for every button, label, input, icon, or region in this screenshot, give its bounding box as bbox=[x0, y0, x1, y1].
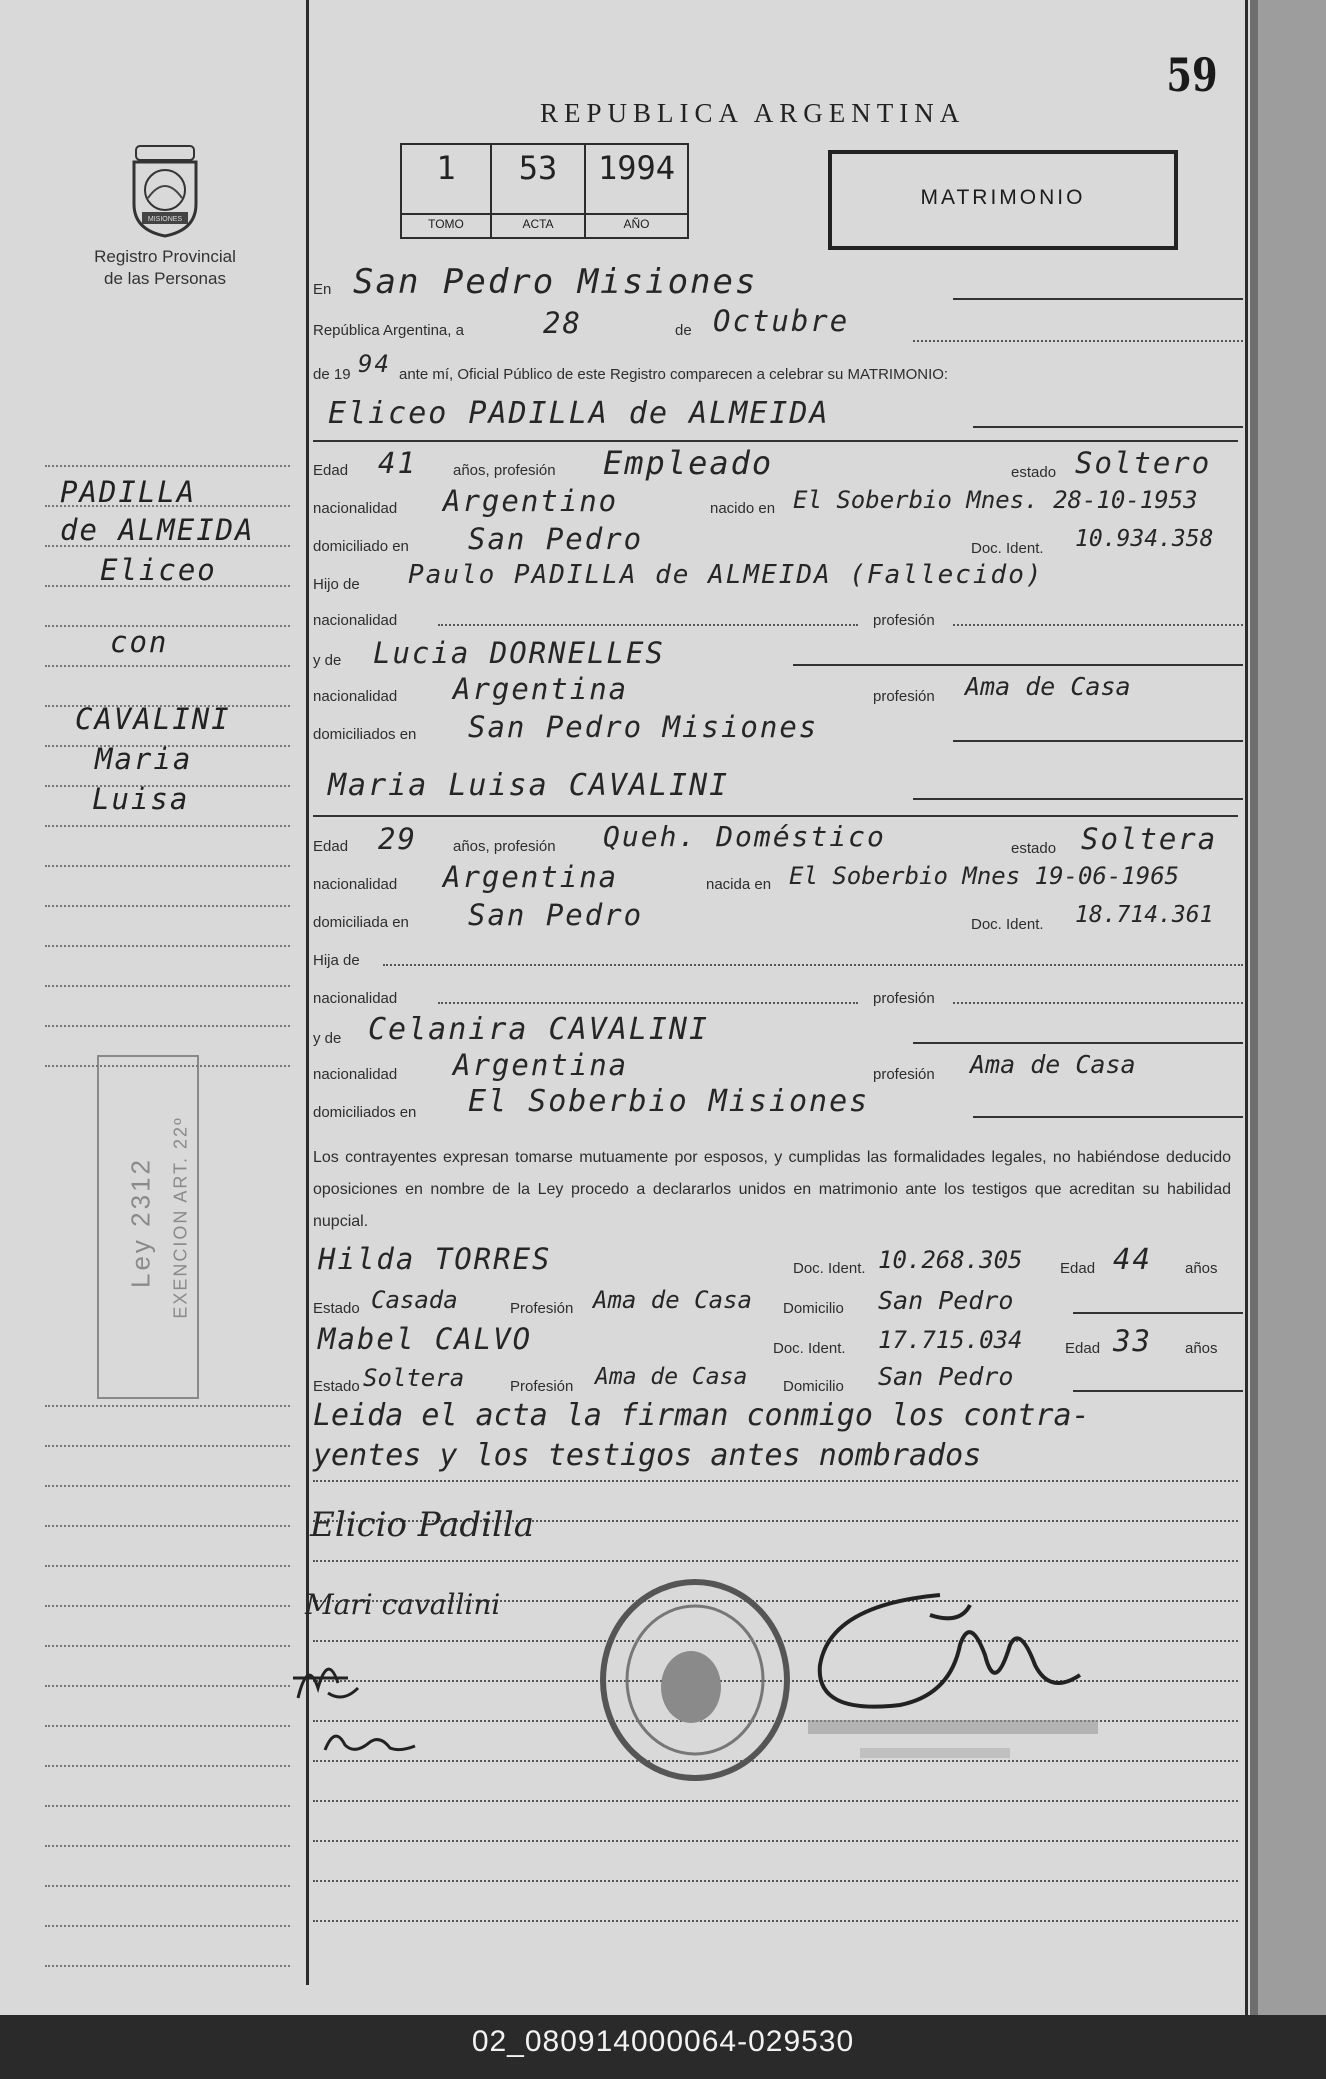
profesion-label: Profesión bbox=[510, 1300, 574, 1317]
record-type: MATRIMONIO bbox=[920, 186, 1086, 209]
underline bbox=[1073, 1390, 1243, 1392]
section-rule bbox=[313, 440, 1238, 442]
ano-value: 1994 bbox=[597, 149, 676, 187]
svg-text:MISIONES: MISIONES bbox=[147, 216, 183, 223]
ruled-line bbox=[313, 1840, 1238, 1842]
footer-bar bbox=[0, 2015, 1326, 2079]
bride-nacionalidad: Argentina bbox=[443, 860, 619, 894]
domiciliado-label: domiciliado en bbox=[313, 538, 409, 555]
witness2-row bbox=[313, 1322, 1243, 1356]
footer-code: 02_080914000064-029530 bbox=[471, 2025, 855, 2058]
domicilio-label: Domicilio bbox=[783, 1378, 844, 1395]
margin-line bbox=[45, 1805, 290, 1807]
profesion-label: profesión bbox=[873, 990, 935, 1007]
domiciliados-label: domiciliados en bbox=[313, 1104, 417, 1121]
margin-line bbox=[45, 1925, 290, 1927]
place-value: San Pedro Misiones bbox=[353, 262, 758, 302]
place-label: En bbox=[313, 281, 332, 298]
witness1-estado-row bbox=[313, 1284, 1243, 1318]
edad-label: Edad bbox=[313, 462, 349, 479]
groom-nac-row bbox=[313, 486, 1243, 520]
underline bbox=[973, 1116, 1243, 1118]
year-label: de 19 bbox=[313, 366, 351, 383]
statement-text: ante mí, Oficial Público de este Registro comparecen a celebrar su MATRIMONIO: bbox=[399, 366, 949, 383]
margin-name-line1: PADILLA bbox=[60, 475, 197, 509]
underline bbox=[913, 1042, 1243, 1044]
hija-label: Hija de bbox=[313, 952, 360, 969]
estado-label: Estado bbox=[313, 1300, 360, 1317]
margin-line bbox=[45, 1725, 290, 1727]
bride-domicilio: San Pedro bbox=[468, 898, 644, 932]
bride-edad-row bbox=[313, 820, 1243, 858]
margin-name-line3: Eliceo bbox=[100, 553, 217, 587]
bride-madre-nac-row bbox=[313, 1048, 1243, 1086]
witness2-domicilio: San Pedro bbox=[878, 1362, 1014, 1391]
groom-name: Eliceo PADILLA de ALMEIDA bbox=[328, 396, 830, 431]
witness1-name: Hilda TORRES bbox=[318, 1242, 552, 1276]
groom-nacionalidad: Argentino bbox=[443, 484, 619, 518]
domiciliados-label: domiciliados en bbox=[313, 726, 417, 743]
acta-label: ACTA bbox=[492, 213, 584, 231]
ley-stamp-line2: EXENCION ART. 22º bbox=[170, 1116, 191, 1319]
estado-label: Estado bbox=[313, 1378, 360, 1395]
bride-nacida: El Soberbio Mnes 19-06-1965 bbox=[789, 862, 1180, 890]
anos-label: años, profesión bbox=[453, 838, 556, 855]
doc-label: Doc. Ident. bbox=[773, 1340, 846, 1357]
registry-seal-icon bbox=[128, 140, 202, 240]
ley-stamp-line1: Ley 2312 bbox=[125, 1157, 156, 1288]
bride-madre-row bbox=[313, 1012, 1243, 1046]
page-edge-shadow bbox=[1250, 0, 1258, 2015]
witness2-doc: 17.715.034 bbox=[878, 1326, 1023, 1354]
bride-padre-nac-row bbox=[313, 978, 1243, 1012]
ruled-line bbox=[313, 1480, 1238, 1482]
ruled-line bbox=[313, 1920, 1238, 1922]
closing-line1: Leida el acta la firman conmigo los contra- bbox=[313, 1398, 1090, 1433]
bride-doc: 18.714.361 bbox=[1075, 902, 1214, 928]
bride-profesion: Queh. Doméstico bbox=[603, 820, 886, 853]
bride-name: Maria Luisa CAVALINI bbox=[328, 768, 730, 803]
underline bbox=[953, 740, 1243, 742]
margin-name-line7: Luisa bbox=[92, 782, 190, 816]
underline bbox=[913, 798, 1243, 800]
groom-madre-nacionalidad: Argentina bbox=[453, 672, 629, 706]
ruled-line bbox=[313, 1800, 1238, 1802]
doc-label: Doc. Ident. bbox=[971, 916, 1044, 933]
margin-line bbox=[45, 465, 290, 467]
groom-edad-row bbox=[313, 444, 1243, 482]
underline bbox=[438, 624, 858, 626]
margin-line bbox=[45, 865, 290, 867]
republica-label: República Argentina, a bbox=[313, 322, 464, 339]
underline bbox=[913, 340, 1243, 342]
margin-line bbox=[45, 1025, 290, 1027]
witness1-domicilio: San Pedro bbox=[878, 1286, 1014, 1315]
groom-padres-domicilio: San Pedro Misiones bbox=[468, 710, 819, 744]
margin-index-area bbox=[45, 465, 290, 1985]
estado-label: estado bbox=[1011, 840, 1057, 857]
day-value: 28 bbox=[543, 306, 582, 340]
margin-line bbox=[45, 665, 290, 667]
groom-dom-row bbox=[313, 524, 1243, 558]
witness1-profesion: Ama de Casa bbox=[593, 1286, 752, 1314]
witness2-edad: 33 bbox=[1113, 1324, 1152, 1358]
doc-label: Doc. Ident. bbox=[971, 540, 1044, 557]
underline bbox=[953, 624, 1243, 626]
margin-line bbox=[45, 1845, 290, 1847]
groom-madre: Lucia DORNELLES bbox=[373, 636, 665, 670]
margin-line bbox=[45, 1645, 290, 1647]
groom-doc: 10.934.358 bbox=[1075, 526, 1214, 552]
margin-line bbox=[45, 1685, 290, 1687]
nacionalidad-label: nacionalidad bbox=[313, 688, 398, 705]
groom-madre-profesion: Ama de Casa bbox=[965, 672, 1131, 701]
witness1-signature-icon bbox=[288, 1648, 368, 1708]
groom-padres-dom-row bbox=[313, 712, 1243, 746]
groom-padre-row bbox=[313, 562, 1243, 596]
tomo-value: 1 bbox=[436, 149, 456, 187]
place-row bbox=[313, 262, 1243, 302]
groom-estado: Soltero bbox=[1075, 446, 1212, 480]
acta-cell bbox=[492, 145, 586, 237]
right-rule bbox=[1245, 0, 1248, 2015]
date-row bbox=[313, 304, 1243, 344]
ruled-line bbox=[313, 1560, 1238, 1562]
margin-name-line6: Maria bbox=[95, 742, 193, 776]
anos-label: años bbox=[1185, 1260, 1218, 1277]
groom-domicilio: San Pedro bbox=[468, 522, 644, 556]
closing-line2: yentes y los testigos antes nombrados bbox=[313, 1438, 982, 1473]
margin-line bbox=[45, 1445, 290, 1447]
acta-value: 53 bbox=[518, 149, 558, 187]
witness1-edad: 44 bbox=[1113, 1242, 1152, 1276]
bride-nac-row bbox=[313, 862, 1243, 896]
ruled-line bbox=[313, 1880, 1238, 1882]
de-label: de bbox=[675, 322, 692, 339]
header-title: REPUBLICA ARGENTINA bbox=[540, 98, 966, 128]
bride-padre-row bbox=[313, 940, 1243, 974]
official-stamp-text bbox=[808, 1720, 1098, 1734]
margin-name-line2: de ALMEIDA bbox=[60, 513, 255, 547]
month-value: Octubre bbox=[713, 304, 850, 338]
groom-madre-row bbox=[313, 636, 1243, 670]
tomo-label: TOMO bbox=[402, 213, 490, 231]
margin-line bbox=[45, 945, 290, 947]
witness2-estado-row bbox=[313, 1362, 1243, 1396]
registry-line2: de las Personas bbox=[104, 269, 226, 288]
ano-label: AÑO bbox=[586, 213, 687, 231]
margin-line bbox=[45, 825, 290, 827]
bride-estado: Soltera bbox=[1081, 822, 1218, 856]
underline bbox=[1073, 1312, 1243, 1314]
witness2-name: Mabel CALVO bbox=[318, 1322, 533, 1356]
registry-line1: Registro Provincial bbox=[94, 247, 236, 266]
tomo-cell bbox=[402, 145, 492, 237]
registry-name bbox=[60, 246, 270, 290]
page-edge bbox=[1250, 0, 1326, 2015]
margin-name-line4: con bbox=[110, 625, 169, 659]
bride-madre-nacionalidad: Argentina bbox=[453, 1048, 629, 1082]
margin-line bbox=[45, 1485, 290, 1487]
doc-label: Doc. Ident. bbox=[793, 1260, 866, 1277]
witness2-signature-icon bbox=[320, 1720, 420, 1760]
underline bbox=[793, 664, 1243, 666]
margin-line bbox=[45, 985, 290, 987]
record-number-box bbox=[400, 143, 689, 239]
nacido-label: nacido en bbox=[710, 500, 776, 517]
bride-padres-dom-row bbox=[313, 1084, 1243, 1122]
margin-line bbox=[45, 905, 290, 907]
underline bbox=[953, 1002, 1243, 1004]
margin-line bbox=[45, 1885, 290, 1887]
bride-dom-row bbox=[313, 900, 1243, 934]
underline bbox=[383, 964, 1243, 966]
margin-line bbox=[45, 1605, 290, 1607]
edad-label: Edad bbox=[313, 838, 349, 855]
witness1-doc: 10.268.305 bbox=[878, 1246, 1023, 1274]
groom-profesion: Empleado bbox=[603, 444, 774, 482]
underline bbox=[953, 298, 1243, 300]
witness2-profesion: Ama de Casa bbox=[595, 1364, 748, 1390]
nacionalidad-label: nacionalidad bbox=[313, 1066, 398, 1083]
profesion-label: Profesión bbox=[510, 1378, 574, 1395]
section-rule bbox=[313, 815, 1238, 817]
witness2-estado: Soltera bbox=[363, 1364, 465, 1392]
ano-cell bbox=[586, 145, 687, 237]
official-seal-icon bbox=[595, 1575, 795, 1785]
domiciliada-label: domiciliada en bbox=[313, 914, 409, 931]
bride-signature: Mari cavallini bbox=[305, 1588, 501, 1621]
nacida-label: nacida en bbox=[706, 876, 772, 893]
groom-nacido: El Soberbio Mnes. 28-10-1953 bbox=[793, 486, 1198, 514]
groom-padre: Paulo PADILLA de ALMEIDA (Fallecido) bbox=[408, 560, 1044, 590]
margin-line bbox=[45, 1065, 290, 1067]
underline bbox=[973, 426, 1243, 428]
official-signature-icon bbox=[810, 1585, 1100, 1735]
y-de-label: y de bbox=[313, 652, 342, 669]
margin-line bbox=[45, 1765, 290, 1767]
margin-line bbox=[45, 1965, 290, 1967]
margin-line bbox=[45, 1405, 290, 1407]
bride-madre-profesion: Ama de Casa bbox=[970, 1050, 1136, 1079]
estado-label: estado bbox=[1011, 464, 1057, 481]
profesion-label: profesión bbox=[873, 1066, 935, 1083]
statement-row bbox=[313, 352, 1243, 386]
nacionalidad-label: nacionalidad bbox=[313, 990, 398, 1007]
nacionalidad-label: nacionalidad bbox=[313, 500, 398, 517]
margin-name-line5: CAVALINI bbox=[75, 702, 231, 736]
hijo-label: Hijo de bbox=[313, 576, 360, 593]
profesion-label: profesión bbox=[873, 688, 935, 705]
domicilio-label: Domicilio bbox=[783, 1300, 844, 1317]
groom-signature: Elicio Padilla bbox=[310, 1505, 535, 1545]
year-value: 94 bbox=[358, 350, 391, 378]
page-number: 59 bbox=[1166, 48, 1218, 102]
witness1-estado: Casada bbox=[371, 1286, 458, 1314]
anos-label: años bbox=[1185, 1340, 1218, 1357]
profesion-label: profesión bbox=[873, 612, 935, 629]
groom-name-row bbox=[313, 396, 1243, 430]
bride-name-row bbox=[313, 768, 1243, 802]
bride-madre: Celanira CAVALINI bbox=[368, 1012, 710, 1047]
groom-madre-nac-row bbox=[313, 674, 1243, 708]
nacionalidad-label: nacionalidad bbox=[313, 612, 398, 629]
margin-line bbox=[45, 1525, 290, 1527]
declaration-text: Los contrayentes expresan tomarse mutuamente por esposos, y cumplidas las formalidades legales, no habiéndose deducido oposiciones en nombre de la Ley procedo a declararlos unidos en matrimonio ante los testigos que acreditan su habilidad nupcial. bbox=[313, 1149, 1231, 1230]
underline bbox=[438, 1002, 858, 1004]
record-type-box bbox=[828, 150, 1178, 250]
official-stamp-text-2 bbox=[860, 1748, 1010, 1758]
margin-line bbox=[45, 1565, 290, 1567]
witness1-row bbox=[313, 1242, 1243, 1276]
anos-label: años, profesión bbox=[453, 462, 556, 479]
edad-label: Edad bbox=[1060, 1260, 1096, 1277]
bride-edad: 29 bbox=[378, 822, 417, 856]
groom-padre-nac-row bbox=[313, 600, 1243, 634]
groom-edad: 41 bbox=[378, 446, 417, 480]
nacionalidad-label: nacionalidad bbox=[313, 876, 398, 893]
edad-label: Edad bbox=[1065, 1340, 1101, 1357]
y-de-label: y de bbox=[313, 1030, 342, 1047]
bride-padres-domicilio: El Soberbio Misiones bbox=[468, 1084, 870, 1119]
